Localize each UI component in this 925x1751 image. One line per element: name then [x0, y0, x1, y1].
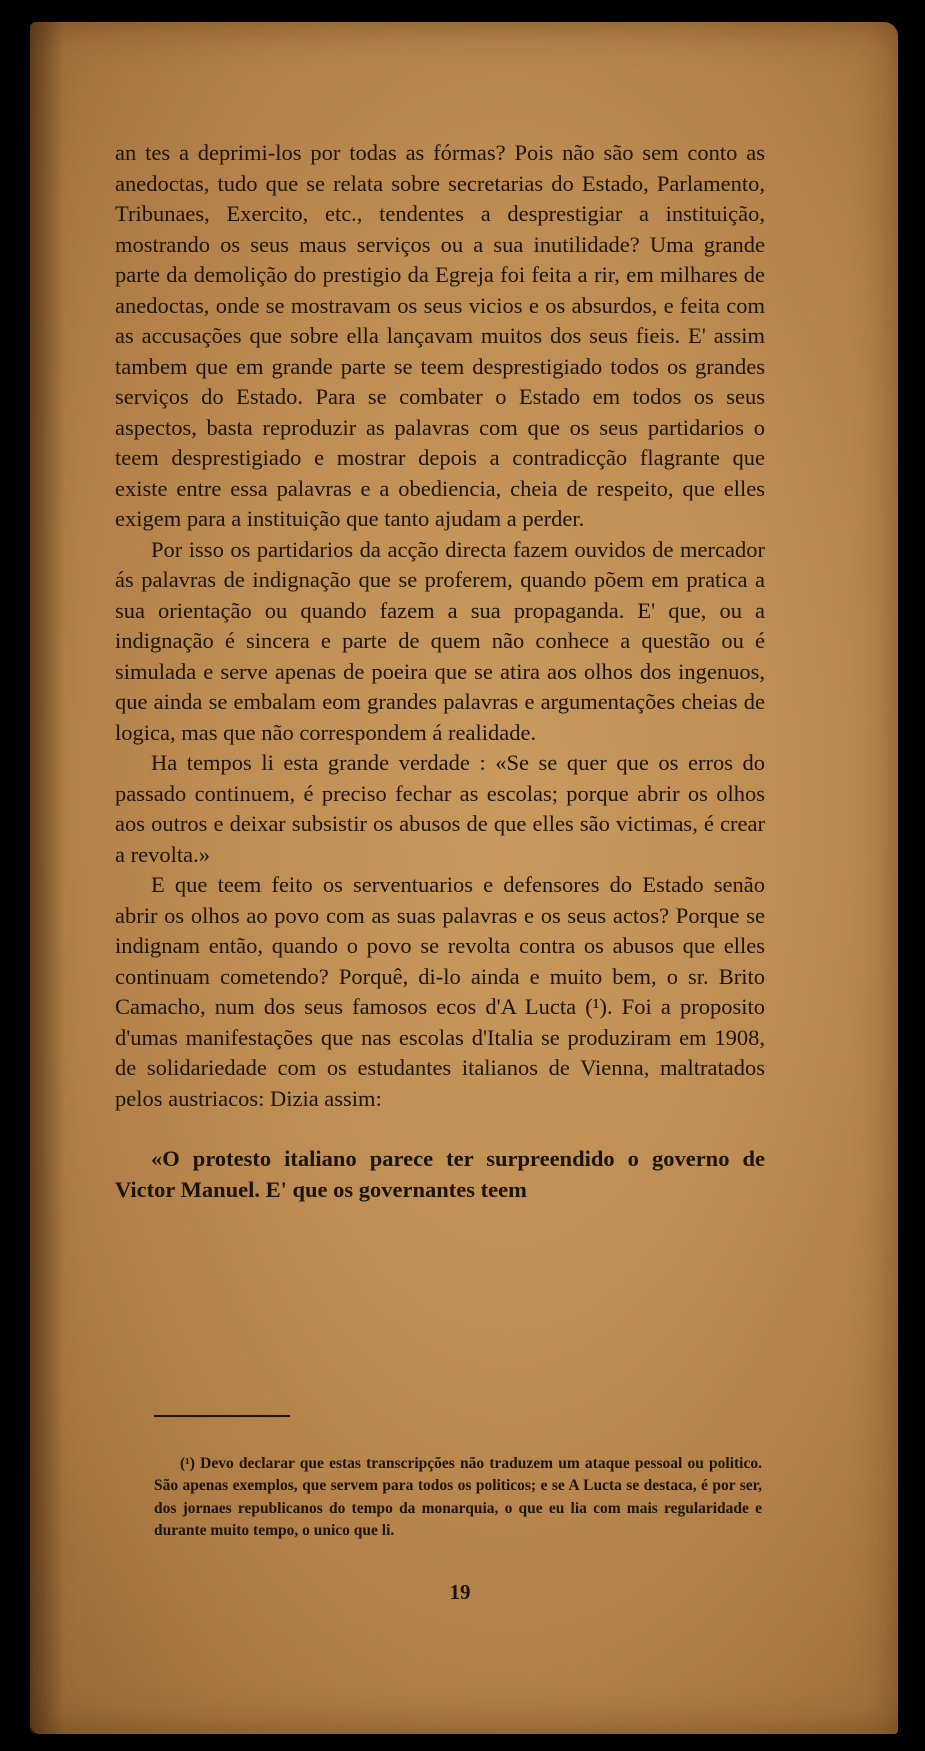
footnote-divider: [154, 1415, 290, 1417]
paragraph-2: Por isso os partidarios da acção directa fazem ouvidos de mercador ás palavras de indignação que se proferem, quando põem em pratica a sua orientação ou quando fazem a sua propaganda. E' que, ou a indignação é sincera e parte de quem não conhece a questão ou é simulada e serve apenas de poeira que se atira aos olhos dos ingenuos, que ainda se embalam eom grandes palavras e argumentações cheias de logica, mas que não correspondem á realidade.: [115, 536, 765, 745]
paragraph-1: an tes a deprimi-los por todas as fórmas? Pois não são sem conto as anedoctas, tudo que se relata sobre secretarias do Estado, Parlamento, Tribunaes, Exercito, etc., tendentes a desprestigiar a instituição, mostrando os seus maus serviços ou a sua inutilidade? Uma grande parte da demolição do prestigio da Egreja foi feita a rir, em milhares de anedoctas, onde se mostravam os seus vicios e os absurdos, e feita com as accusações que sobre ella lançavam muitos dos seus fieis. E' assim tambem que em grande parte se teem desprestigiado todos os grandes serviços do Estado. Para se combater o Estado em todos os seus aspectos, basta reproduzir as palavras com que os seus partidarios o teem desprestigiado e mostrar depois a contradicção flagrante que existe entre essa palavras e a obediencia, cheia de respeito, que elles exigem para a instituição que tanto ajudam a perder.: [115, 140, 765, 531]
page-number: 19: [449, 1580, 471, 1604]
paragraph-3: Ha tempos li esta grande verdade : «Se se quer que os erros do passado continuem, é preciso fechar as escolas; porque abrir os olhos aos outros e deixar subsistir os abusos de que elles são victimas, é crear a revolta.»: [115, 750, 765, 867]
body-text: [115, 138, 765, 1205]
quote-paragraph: «O protesto italiano parece ter surpreendido o governo de Victor Manuel. E' que os governantes teem: [115, 1146, 765, 1202]
page-binding-shadow: [30, 22, 64, 1734]
footnote: (¹) Devo declarar que estas transcripções não traduzem um ataque pessoal ou politico. São apenas exemplos, que servem para todos os politicos; e se A Lucta se destaca, é por ser, dos jornaes republicanos do tempo da monarquia, o que eu lia com mais regularidade e durante muito tempo, o unico que li.: [154, 1454, 762, 1539]
paragraph-4: E que teem feito os serventuarios e defensores do Estado senão abrir os olhos ao povo com as suas palavras e os seus actos? Porque se indignam então, quando o povo se revolta contra os abusos que elles continuam cometendo? Porquê, di-lo ainda e muito bem, o sr. Brito Camacho, num dos seus famosos ecos d'A Lucta (¹). Foi a proposito d'umas manifestações que nas escolas d'Italia se produziram em 1908, de solidariedade com os estudantes italianos de Vienna, maltratados pelos austriacos: Dizia assim:: [115, 872, 765, 1111]
